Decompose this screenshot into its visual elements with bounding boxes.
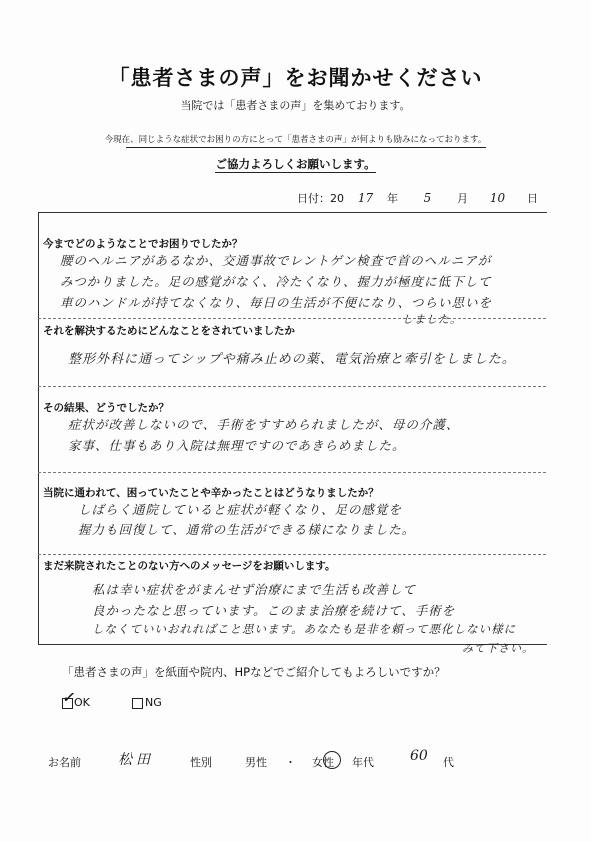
answer-5-line-4[interactable]: みて下さい。 xyxy=(462,642,534,655)
question-2: それを解決するためにどんなことをされていましたか xyxy=(43,325,295,337)
consent-question: 「患者さまの声」を紙面や院内、HPなどでご紹介してもよろしいですか？ xyxy=(62,665,446,679)
form-title: 「患者さまの声」をお聞かせください xyxy=(108,66,483,90)
ng-label: NG xyxy=(145,696,162,709)
age-value[interactable]: 60 xyxy=(410,748,428,764)
gender-label: 性別 xyxy=(190,756,212,769)
date-year-unit: 年 xyxy=(387,192,398,205)
answer-4-line-2[interactable]: 握力も回復して、通常の生活ができる様になりました。 xyxy=(78,522,416,537)
answer-1-line-1[interactable]: 腰のヘルニアがあるなか、交通事故でレントゲン検査で首のヘルニアが xyxy=(60,253,492,268)
answer-5-line-1[interactable]: 私は幸い症状をがまんせず治療にまで生活も改善して xyxy=(92,582,417,597)
answer-2-line-1[interactable]: 整形外科に通ってシップや痛み止めの薬、電気治療と牽引をしました。 xyxy=(68,352,516,367)
date-row xyxy=(297,190,538,206)
date-month-value[interactable]: 5 xyxy=(423,191,432,205)
divider xyxy=(38,386,546,387)
date-label: 日付：20 xyxy=(297,192,344,205)
divider xyxy=(38,318,546,319)
answer-3-line-1[interactable]: 症状が改善しないので、手術をすすめられましたが、母の介護、 xyxy=(68,417,460,432)
date-day-unit: 日 xyxy=(527,192,538,205)
answer-1-line-3[interactable]: 車のハンドルが持てなくなり、毎日の生活が不便になり、つらい思いを xyxy=(60,295,493,310)
gender-female-option[interactable]: 女性 xyxy=(312,756,334,769)
date-year-value[interactable]: 17 xyxy=(357,191,374,205)
divider xyxy=(38,472,546,473)
name-label: お名前 xyxy=(48,756,81,769)
answer-4-line-1[interactable]: しばらく通院していると症状が軽くなり、足の感覚を xyxy=(78,502,403,517)
divider xyxy=(38,554,546,555)
request-text: ご協力よろしくお願いします。 xyxy=(215,157,376,171)
answer-1-line-4[interactable]: しました。 xyxy=(402,313,462,326)
request-line xyxy=(0,156,591,172)
question-1: 今までどのようなことでお困りでしたか？ xyxy=(43,238,243,250)
date-month-unit: 月 xyxy=(457,192,468,205)
answer-5-line-3[interactable]: しなくていいおれればこと思います。あなたも是非を頼って悪化しない様に xyxy=(92,622,517,636)
gender-separator: ・ xyxy=(285,756,296,769)
answer-3-line-2[interactable]: 家事、仕事もあり入院は無理ですのであきらめました。 xyxy=(68,438,406,453)
question-3: その結果、どうでしたか？ xyxy=(43,402,169,414)
question-4: 当院に通われて、困っていたことや辛かったことはどうなりましたか？ xyxy=(43,487,379,499)
intro-underline xyxy=(126,147,486,148)
question-5: まだ来院されたことのない方へのメッセージをお願いします。 xyxy=(43,560,336,572)
form-intro: 今現在、同じような症状でお困りの方にとって「患者さまの声」が何よりも励みになっております。 xyxy=(104,135,487,145)
age-unit: 代 xyxy=(443,756,454,769)
answer-1-line-2[interactable]: みつかりました。足の感覚がなく、冷たくなり、握力が極度に低下して xyxy=(60,274,492,289)
form-subtitle: 当院では「患者さまの声」を集めております。 xyxy=(180,99,411,112)
date-day-value[interactable]: 10 xyxy=(489,191,506,205)
female-selected-circle-icon xyxy=(323,751,341,769)
ng-checkbox[interactable] xyxy=(132,698,143,709)
ok-label: OK xyxy=(74,696,90,709)
name-value[interactable]: 松田 xyxy=(118,752,154,768)
answer-5-line-2[interactable]: 良かったなと思っています。このまま治療を続けて、手術を xyxy=(92,603,456,618)
age-label: 年代 xyxy=(352,756,374,769)
ok-checkmark-icon: ✓ xyxy=(62,690,74,706)
gender-male-option[interactable]: 男性 xyxy=(245,756,267,769)
